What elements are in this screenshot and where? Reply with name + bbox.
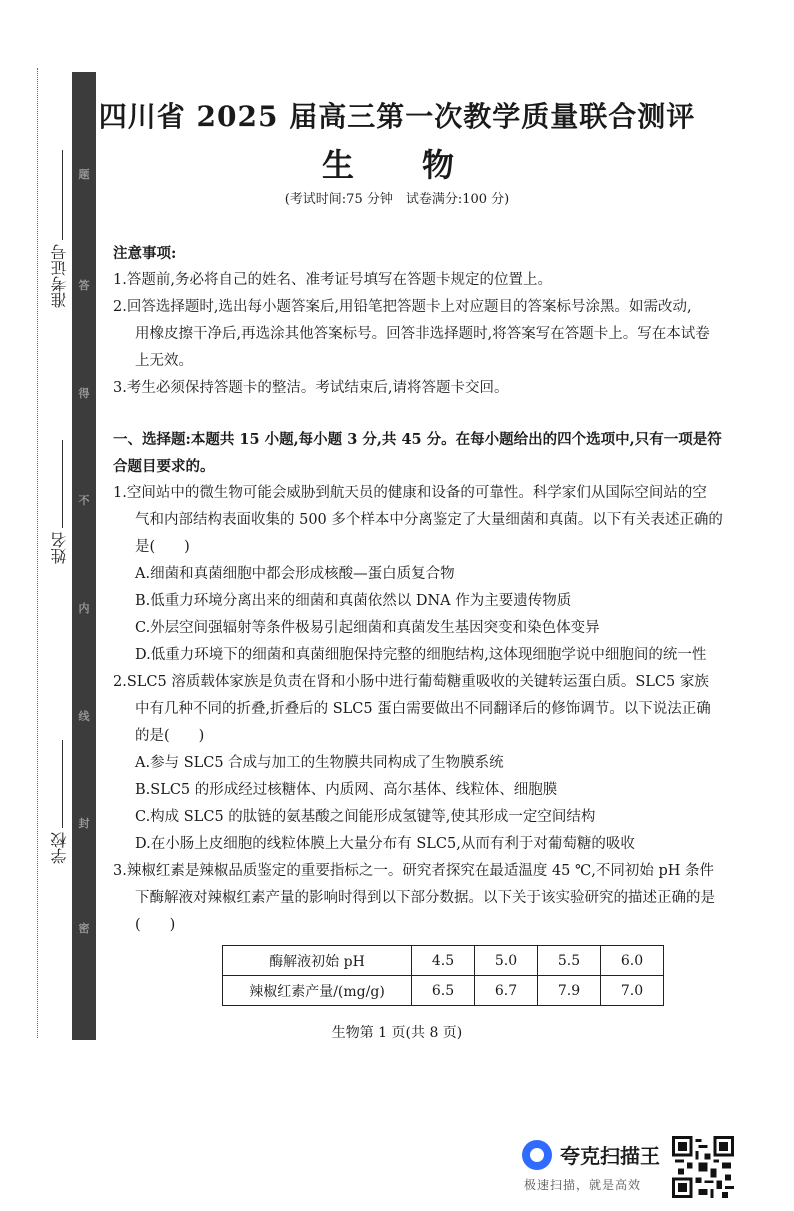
school-blank[interactable] xyxy=(62,740,63,828)
notice-line: 3.考生必须保持答题卡的整洁。考试结束后,请将答题卡交回。 xyxy=(113,380,509,396)
notice-line: 2.回答选择题时,选出每小题答案后,用铅笔把答题卡上对应题目的答案标号涂黑。如需改动, xyxy=(113,299,692,315)
seal-line-bar xyxy=(72,72,96,1040)
table-cell: 4.5 xyxy=(412,946,475,976)
name-label: 姓名 xyxy=(50,532,69,564)
notice-line: 用橡皮擦干净后,再选涂其他答案标号。回答非选择题时,将答案写在答题卡上。写在本试卷 xyxy=(135,326,710,342)
table-cell: 6.7 xyxy=(475,976,538,1006)
scanner-watermark xyxy=(522,1138,672,1198)
quark-logo-icon xyxy=(522,1140,552,1170)
table-row xyxy=(223,946,664,976)
table-cell: 5.5 xyxy=(538,946,601,976)
subject-title: 生 物 xyxy=(321,146,472,184)
qr-code-icon xyxy=(672,1136,734,1198)
section-heading: 合题目要求的。 xyxy=(113,458,215,475)
table-cell: 6.0 xyxy=(601,946,664,976)
notice-section xyxy=(113,240,783,402)
table-row xyxy=(223,976,664,1006)
page-footer: 生物第 1 页(共 8 页) xyxy=(331,1025,463,1041)
admission-number-label: 准考证号 xyxy=(50,244,69,308)
question-3-stem: 3.辣椒红素是辣椒品质鉴定的重要指标之一。研究者探究在最适温度 45 ℃,不同初始 pH 条件 xyxy=(113,863,714,879)
question-2-stem: 中有几种不同的折叠,折叠后的 SLC5 蛋白需要做出不同翻译后的修饰调节。以下说法正确 xyxy=(135,701,711,717)
exam-info: (考试时间:75 分钟 试卷满分:100 分) xyxy=(284,192,510,207)
name-blank[interactable] xyxy=(62,440,63,528)
notice-line: 上无效。 xyxy=(135,353,193,369)
seal-char: 不 xyxy=(78,494,90,507)
seal-char: 密 xyxy=(78,922,90,935)
seal-char: 封 xyxy=(78,817,90,830)
section-heading: 一、选择题:本题共 15 小题,每小题 3 分,共 45 分。在每小题给出的四个选项中,只有一项是符 xyxy=(113,431,722,448)
question-1-option-c: C.外层空间强辐射等条件极易引起细菌和真菌发生基因突变和染色体变异 xyxy=(135,620,600,636)
question-1-stem: 气和内部结构表面收集的 500 多个样本中分离鉴定了大量细菌和真菌。以下有关表述正确的 xyxy=(135,512,723,528)
table-row-label: 辣椒红素产量/(mg/g) xyxy=(223,976,412,1006)
binding-dotted-line xyxy=(37,68,38,1038)
notice-heading: 注意事项: xyxy=(113,245,177,262)
question-2-stem: 的是( ) xyxy=(135,728,205,744)
question-2-option-b: B.SLC5 的形成经过核糖体、内质网、高尔基体、线粒体、细胞膜 xyxy=(135,782,558,798)
question-1-stem: 是( ) xyxy=(135,539,190,555)
section-choice xyxy=(113,426,783,939)
school-label: 学校 xyxy=(50,832,69,864)
scanner-slogan: 极速扫描，就是高效 xyxy=(524,1178,642,1192)
question-2-option-c: C.构成 SLC5 的肽链的氨基酸之间能形成氢键等,使其形成一定空间结构 xyxy=(135,809,596,825)
seal-char: 答 xyxy=(78,279,90,292)
question-1-stem: 1.空间站中的微生物可能会威胁到航天员的健康和设备的可靠性。科学家们从国际空间站的空 xyxy=(113,485,707,501)
table-cell: 6.5 xyxy=(412,976,475,1006)
question-2-option-a: A.参与 SLC5 合成与加工的生物膜共同构成了生物膜系统 xyxy=(135,755,504,771)
question-1-option-d: D.低重力环境下的细菌和真菌细胞保持完整的细胞结构,这体现细胞学说中细胞间的统一性 xyxy=(135,647,707,663)
question-3-stem: 下酶解液对辣椒红素产量的影响时得到以下部分数据。以下关于该实验研究的描述正确的是 xyxy=(135,890,715,906)
scanner-app-name: 夸克扫描王 xyxy=(560,1144,660,1168)
question-2-stem: 2.SLC5 溶质载体家族是负责在肾和小肠中进行葡萄糖重吸收的关键转运蛋白质。SLC5 家族 xyxy=(113,674,709,690)
question-1-option-b: B.低重力环境分离出来的细菌和真菌依然以 DNA 作为主要遗传物质 xyxy=(135,593,572,609)
seal-char: 题 xyxy=(78,168,90,181)
table-cell: 7.0 xyxy=(601,976,664,1006)
seal-char: 内 xyxy=(78,602,90,615)
question-2-option-d: D.在小肠上皮细胞的线粒体膜上大量分布有 SLC5,从而有利于对葡萄糖的吸收 xyxy=(135,836,635,852)
ph-yield-table xyxy=(222,945,664,1006)
seal-char: 得 xyxy=(78,387,90,400)
seal-char: 线 xyxy=(78,710,90,723)
question-1-option-a: A.细菌和真菌细胞中都会形成核酸—蛋白质复合物 xyxy=(135,566,455,582)
table-row-label: 酶解液初始 pH xyxy=(223,946,412,976)
exam-title: 四川省 2025 届高三第一次教学质量联合测评 xyxy=(98,100,696,133)
question-3-stem: ( ) xyxy=(135,917,176,933)
table-cell: 7.9 xyxy=(538,976,601,1006)
notice-line: 1.答题前,务必将自己的姓名、准考证号填写在答题卡规定的位置上。 xyxy=(113,272,552,288)
table-cell: 5.0 xyxy=(475,946,538,976)
